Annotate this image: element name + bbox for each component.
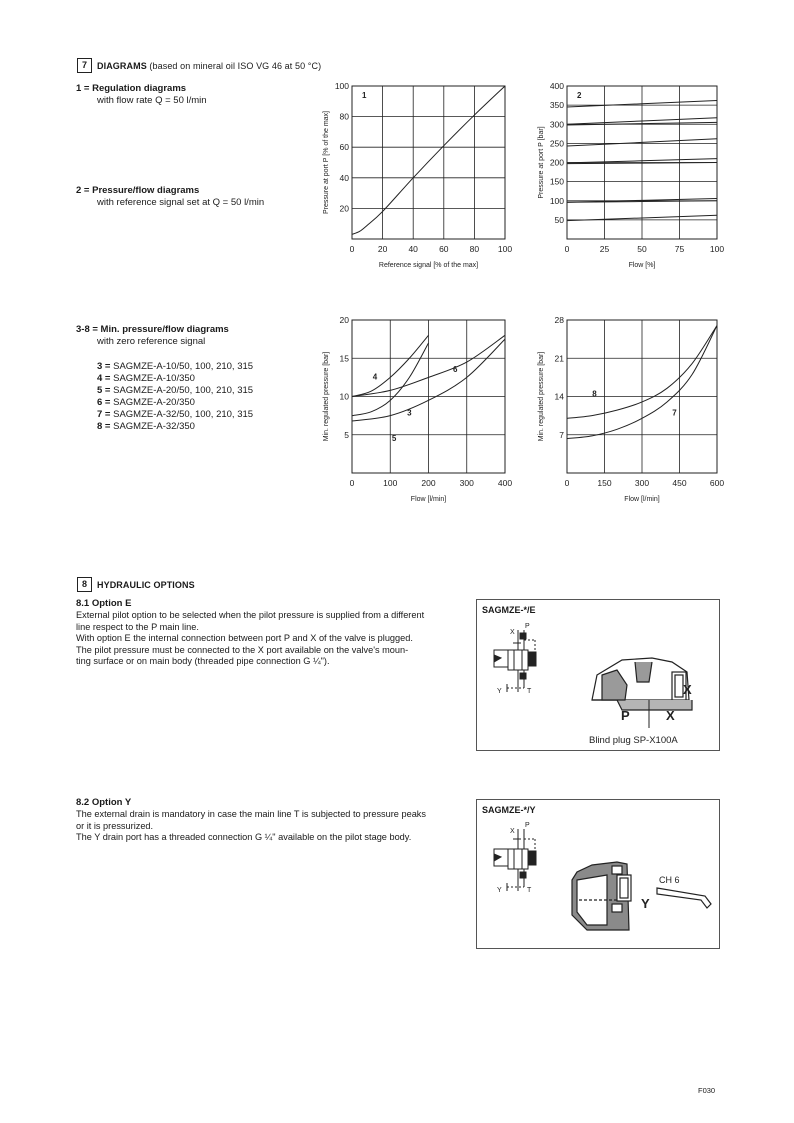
- x-tick-label: 100: [497, 244, 513, 254]
- curve-label-6: 6: [453, 365, 458, 375]
- panel-number-label: 1: [362, 91, 367, 100]
- port-x-label: X: [510, 629, 515, 636]
- option-e-title: 8.1 Option E: [76, 598, 132, 609]
- x-tick-label: 50: [637, 244, 647, 254]
- option-e-body: [76, 610, 461, 668]
- section-7-subheading: (based on mineral oil ISO VG 46 at 50 °C): [149, 61, 322, 71]
- regulation-diagram-sub: with flow rate Q = 50 l/min: [97, 95, 207, 106]
- text-line: The external drain is mandatory in case the main line T is subjected to pressure peaks: [76, 809, 426, 819]
- x-tick-label: 25: [599, 244, 610, 254]
- plot-frame: [352, 86, 505, 239]
- port-p-label: P: [525, 822, 530, 829]
- text-line: The Y drain port has a threaded connection G ¼" available on the pilot stage body.: [76, 832, 412, 843]
- x-tick-label: 0: [564, 244, 570, 254]
- model-item: 7 = SAGMZE-A-32/50, 100, 210, 315: [97, 409, 254, 420]
- x-tick-label: 60: [439, 244, 449, 254]
- x-tick-label: 40: [408, 244, 418, 254]
- x-tick-label: 300: [459, 478, 474, 488]
- y-tick-label: 5: [344, 429, 349, 440]
- series-line-1: [352, 86, 505, 234]
- option-y-figure: [476, 799, 720, 949]
- section-y-label: Y: [641, 896, 650, 911]
- x-axis-label: Flow [l/min]: [410, 496, 447, 503]
- x-tick-label: 75: [674, 244, 685, 254]
- x-tick-label: 0: [349, 244, 355, 254]
- y-tick-label: 100: [549, 195, 564, 206]
- valve-section-e: [592, 658, 692, 728]
- pressure-flow-chart: [530, 78, 730, 273]
- port-y-label: Y: [497, 688, 502, 695]
- y-tick-label: 10: [339, 391, 349, 402]
- y-tick-label: 200: [549, 157, 564, 168]
- option-e-figure: [476, 599, 720, 751]
- option-y-body: [76, 809, 461, 844]
- option-e-figure-title: SAGMZE-*/E: [482, 605, 536, 615]
- option-y-title: 8.2 Option Y: [76, 797, 132, 808]
- y-tick-label: 250: [549, 138, 564, 149]
- x-tick-label: 600: [709, 478, 725, 488]
- y-tick-label: 40: [339, 172, 349, 183]
- x-axis-label: Flow [%]: [628, 262, 656, 269]
- curve-label-3: 3: [407, 408, 412, 418]
- x-tick-label: 0: [349, 478, 355, 488]
- regulation-diagram-label: 1 = Regulation diagrams: [76, 83, 187, 94]
- hydraulic-symbol-e: [494, 630, 536, 692]
- model-item: 3 = SAGMZE-A-10/50, 100, 210, 315: [97, 361, 254, 372]
- y-tick-label: 28: [554, 315, 564, 325]
- y-tick-label: 50: [554, 214, 564, 225]
- pressure-flow-sub: with reference signal set at Q = 50 l/min: [97, 197, 265, 208]
- hex-key-icon: [657, 888, 711, 908]
- y-tick-label: 60: [339, 142, 349, 153]
- section-7-heading: DIAGRAMS: [97, 61, 147, 71]
- min-pressure-label: 3-8 = Min. pressure/flow diagrams: [76, 324, 229, 335]
- page-code: F030: [698, 1086, 716, 1095]
- curve-label-7: 7: [672, 408, 677, 418]
- port-p-label: P: [525, 623, 530, 630]
- x-tick-label: 100: [709, 244, 725, 254]
- y-axis-label: Min. regulated pressure [bar]: [323, 351, 330, 442]
- valve-section-y: [572, 862, 631, 930]
- x-tick-label: 450: [672, 478, 687, 488]
- y-tick-label: 15: [339, 353, 349, 364]
- y-tick-label: 100: [334, 81, 349, 91]
- model-list: [97, 361, 253, 433]
- x-tick-label: 0: [564, 478, 570, 488]
- y-tick-label: 350: [549, 100, 564, 111]
- section-7-title: [97, 61, 321, 71]
- min-pressure-sub: with zero reference signal: [97, 336, 206, 347]
- panel-number-label: 2: [577, 91, 582, 100]
- text-line: line respect to the P main line.: [76, 621, 199, 632]
- regulation-diagram-chart: [315, 78, 530, 273]
- y-axis-label: Pressure at port P [bar]: [538, 126, 545, 199]
- option-y-drawing: [477, 800, 719, 948]
- y-tick-label: 80: [339, 111, 349, 122]
- text-line: The pilot pressure must be connected to the X port available on the valve's moun-: [76, 644, 409, 655]
- hex-key-label: CH 6: [659, 875, 680, 885]
- model-item: 8 = SAGMZE-A-32/350: [97, 421, 195, 432]
- port-x-label: X: [510, 828, 515, 835]
- x-axis-label: Flow [l/min]: [624, 496, 660, 503]
- y-tick-label: 300: [549, 119, 564, 130]
- text-line: External pilot option to be selected when the pilot pressure is supplied from a different: [76, 610, 425, 620]
- x-tick-label: 150: [597, 478, 612, 488]
- text-line: With option E the internal connection between port P and X of the valve is plugged.: [76, 633, 413, 644]
- pressure-flow-label: 2 = Pressure/flow diagrams: [76, 185, 200, 196]
- x-tick-label: 20: [377, 244, 388, 254]
- model-item: 4 = SAGMZE-A-10/350: [97, 373, 195, 384]
- y-tick-label: 20: [339, 315, 349, 325]
- x-axis-label: Reference signal [% of the max]: [378, 262, 479, 269]
- curve-label-8: 8: [592, 389, 597, 399]
- y-tick-label: 14: [554, 391, 564, 402]
- min-pressure-chart-7-8: [530, 312, 730, 507]
- y-axis-label: Min. regulated pressure [bar]: [538, 351, 545, 442]
- x-tick-label: 300: [634, 478, 650, 488]
- model-item: 6 = SAGMZE-A-20/350: [97, 397, 195, 408]
- y-tick-label: 20: [339, 203, 349, 214]
- curve-label-5: 5: [391, 433, 397, 443]
- x-tick-label: 100: [383, 478, 398, 488]
- hydraulic-symbol-y: [494, 829, 536, 891]
- section-x-label: X: [683, 682, 692, 697]
- x-tick-label: 200: [421, 478, 436, 488]
- section-8-title: HYDRAULIC OPTIONS: [97, 580, 195, 590]
- y-tick-label: 21: [554, 353, 564, 364]
- y-tick-label: 150: [549, 176, 564, 187]
- port-y-label: Y: [497, 887, 502, 894]
- y-tick-label: 7: [559, 429, 564, 440]
- blind-plug-caption: Blind plug SP-X100A: [589, 735, 678, 746]
- text-line: ting surface or on main body (threaded pipe connection G ¼").: [76, 656, 330, 667]
- option-e-drawing: [477, 600, 719, 750]
- y-tick-label: 400: [549, 81, 564, 91]
- section-7-number: 7: [77, 58, 92, 73]
- text-line: or it is pressurized.: [76, 820, 154, 831]
- x-tick-label: 400: [497, 478, 513, 488]
- model-item: 5 = SAGMZE-A-20/50, 100, 210, 315: [97, 385, 254, 396]
- option-y-figure-title: SAGMZE-*/Y: [482, 805, 536, 815]
- x-tick-label: 80: [469, 244, 480, 254]
- port-t-label: T: [527, 887, 532, 894]
- y-axis-label: Pressure at port P [% of the max]: [323, 111, 330, 214]
- section-8-number: 8: [77, 577, 92, 592]
- min-pressure-chart-3-6: [315, 312, 530, 507]
- curve-label-4: 4: [372, 372, 378, 382]
- port-t-label: T: [527, 688, 532, 695]
- section-p-label: P: [621, 708, 630, 723]
- section-x2-label: X: [666, 708, 675, 723]
